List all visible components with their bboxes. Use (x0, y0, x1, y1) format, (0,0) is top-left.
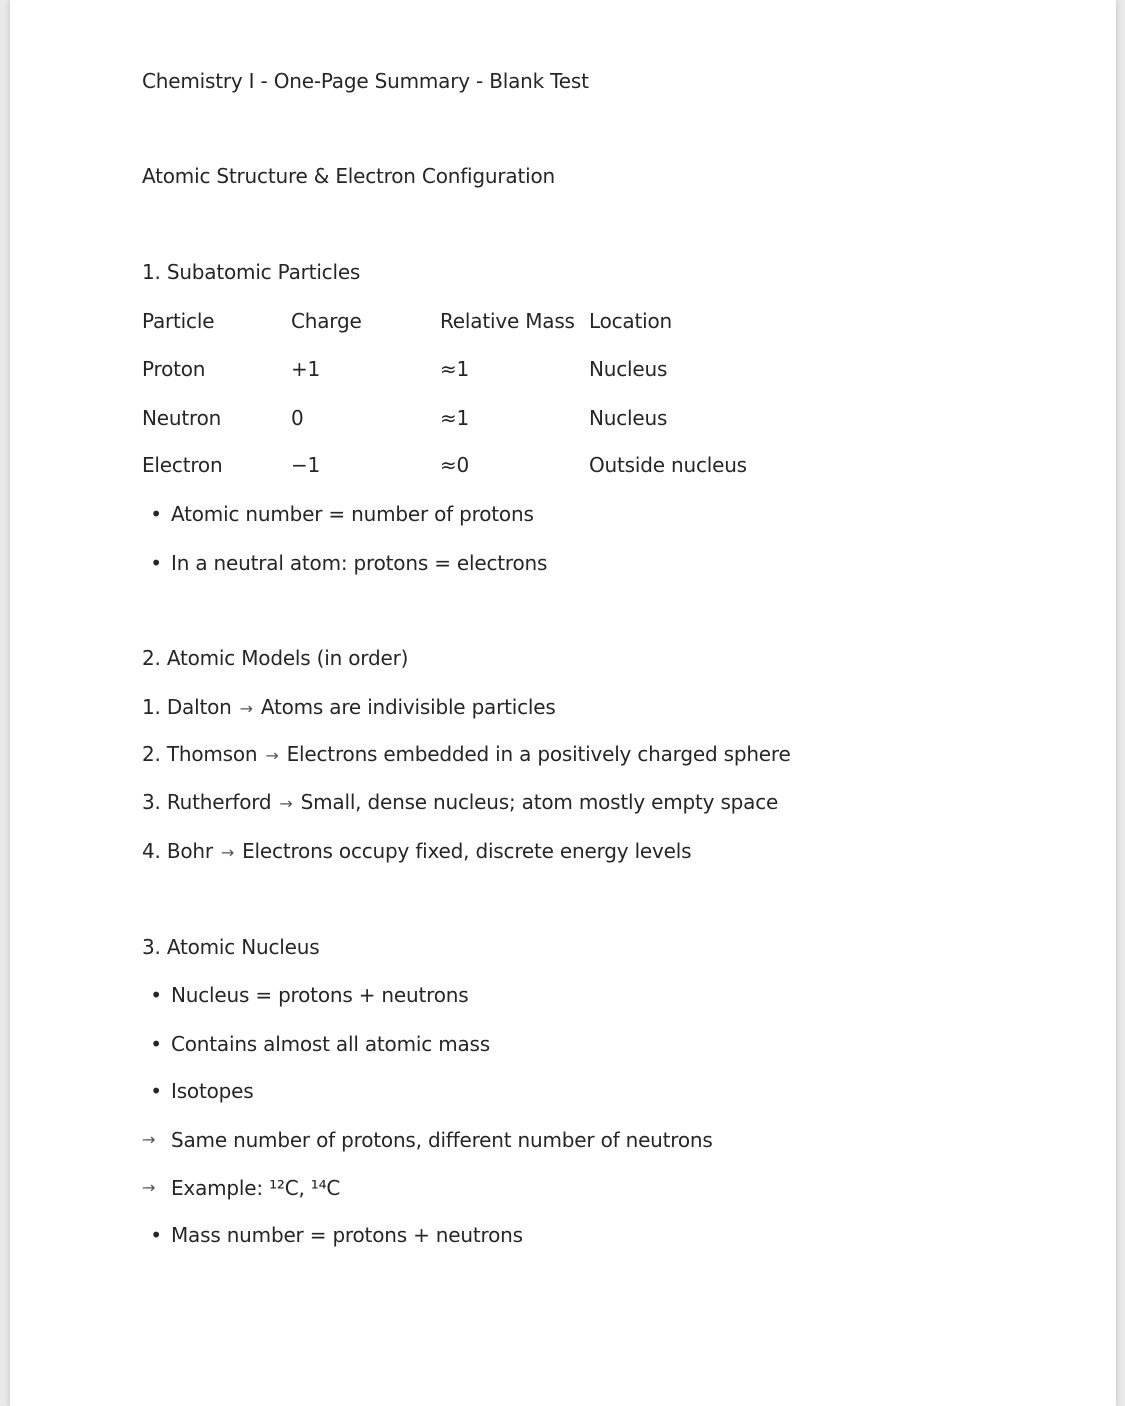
table-cell: ≈1 (440, 406, 470, 430)
table-header-cell: Relative Mass (440, 309, 575, 333)
model-name: 2. Thomson (142, 742, 258, 766)
sub-list-item-text: Example: ¹²C, ¹⁴C (171, 1176, 341, 1200)
bullet-icon: • (150, 1223, 162, 1247)
model-item (142, 837, 691, 867)
arrow-right-icon: → (220, 843, 235, 862)
model-name: 3. Rutherford (142, 790, 272, 814)
model-item (142, 693, 556, 723)
document-heading: Atomic Structure & Electron Configuration (142, 164, 555, 188)
arrow-right-icon: → (265, 746, 279, 765)
model-item (142, 740, 791, 770)
table-header-cell: Particle (142, 309, 215, 333)
arrow-right-icon: → (142, 1178, 156, 1197)
arrow-right-icon: → (279, 794, 293, 813)
bullet-icon: • (150, 983, 162, 1007)
list-item-text: Atomic number = number of protons (171, 502, 534, 526)
list-item-text: Isotopes (171, 1079, 254, 1103)
section-1-title: 1. Subatomic Particles (142, 260, 361, 284)
document-page (10, 0, 1116, 1406)
list-item-text: In a neutral atom: protons = electrons (171, 551, 548, 575)
arrow-right-icon: → (239, 699, 253, 718)
model-description: Electrons embedded in a positively charged sphere (286, 742, 791, 766)
arrow-right-icon: → (142, 1130, 156, 1149)
table-cell: Nucleus (589, 406, 668, 430)
list-item-text: Contains almost all atomic mass (171, 1032, 490, 1056)
table-cell: ≈0 (440, 453, 470, 477)
table-cell: Neutron (142, 406, 222, 430)
bullet-icon: • (150, 1032, 162, 1056)
model-item (142, 788, 778, 818)
list-item-text: Nucleus = protons + neutrons (171, 983, 469, 1007)
model-name: 4. Bohr (142, 839, 213, 863)
table-header-cell: Charge (291, 309, 362, 333)
section-3-title: 3. Atomic Nucleus (142, 935, 320, 959)
bullet-icon: • (150, 551, 162, 575)
table-cell: −1 (291, 453, 321, 477)
bullet-icon: • (150, 502, 162, 526)
model-description: Electrons occupy fixed, discrete energy levels (242, 839, 692, 863)
table-cell: Electron (142, 453, 223, 477)
table-header-cell: Location (589, 309, 672, 333)
table-cell: 0 (291, 406, 304, 430)
table-cell: Outside nucleus (589, 453, 747, 477)
bullet-icon: • (150, 1079, 162, 1103)
document-title: Chemistry I - One-Page Summary - Blank Test (142, 69, 589, 93)
list-item-text: Mass number = protons + neutrons (171, 1223, 523, 1247)
section-2-title: 2. Atomic Models (in order) (142, 646, 409, 670)
model-description: Atoms are indivisible particles (260, 695, 556, 719)
sub-list-item-text: Same number of protons, different number of neutrons (171, 1128, 713, 1152)
table-cell: Nucleus (589, 357, 668, 381)
model-description: Small, dense nucleus; atom mostly empty space (300, 790, 779, 814)
model-name: 1. Dalton (142, 695, 232, 719)
table-cell: ≈1 (440, 357, 470, 381)
table-cell: +1 (291, 357, 321, 381)
table-cell: Proton (142, 357, 206, 381)
